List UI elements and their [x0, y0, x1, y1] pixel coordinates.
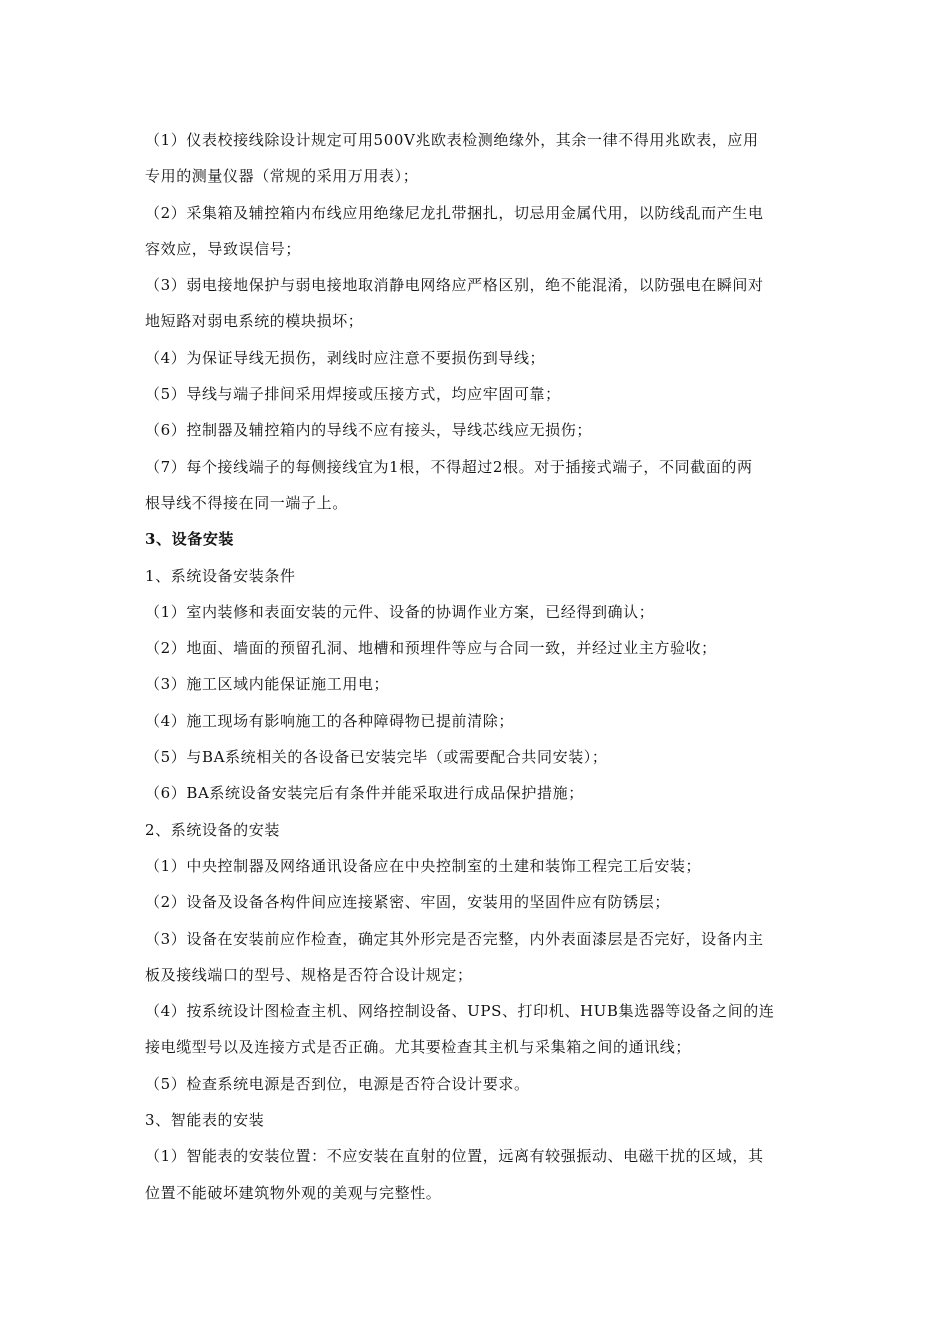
text-line: （2）地面、墙面的预留孔洞、地槽和预埋件等应与合同一致，并经过业主方验收； [145, 639, 717, 658]
text-line: 地短路对弱电系统的模块损坏； [145, 312, 364, 331]
text-line: 根导线不得接在同一端子上。 [145, 493, 348, 512]
text-line: 容效应，导致误信号； [145, 239, 302, 258]
text-line: （4）按系统设计图检查主机、网络控制设备、UPS、打印机、HUB集选器等设备之间的连 [145, 1002, 775, 1021]
text-line: 3、智能表的安装 [145, 1111, 265, 1130]
text-line: （5）导线与端子排间采用焊接或压接方式，均应牢固可靠； [145, 385, 561, 404]
text-line: （5）检查系统电源是否到位，电源是否符合设计要求。 [145, 1074, 530, 1093]
text-line: （6）BA系统设备安装完后有条件并能采取进行成品保护措施； [145, 784, 584, 803]
text-line: （2）设备及设备各构件间应连接紧密、牢固，安装用的坚固件应有防锈层； [145, 893, 670, 912]
text-line: （4）为保证导线无损伤，剥线时应注意不要损伤到导线； [145, 348, 546, 367]
text-line: （1）智能表的安装位置：不应安装在直射的位置，远离有较强振动、电磁干扰的区域，其 [145, 1147, 764, 1166]
text-line: （2）采集箱及辅控箱内布线应用绝缘尼龙扎带捆扎，切忌用金属代用，以防线乱而产生电 [145, 203, 764, 222]
text-line: 2、系统设备的安装 [145, 820, 280, 839]
text-line: （5）与BA系统相关的各设备已安装完毕（或需要配合共同安装）； [145, 748, 608, 767]
text-line: （7）每个接线端子的每侧接线宜为1根，不得超过2根。对于插接式端子，不同截面的两 [145, 457, 753, 476]
text-line: （1）中央控制器及网络通讯设备应在中央控制室的土建和装饰工程完工后安装； [145, 856, 702, 875]
text-line: 专用的测量仪器（常规的采用万用表）； [145, 167, 419, 186]
text-line: （3）设备在安装前应作检查，确定其外形完是否完整，内外表面漆层是否完好，设备内主 [145, 929, 764, 948]
text-line: 1、系统设备安装条件 [145, 566, 296, 585]
text-line: （1）仪表校接线除设计规定可用500V兆欧表检测绝缘外，其余一律不得用兆欧表，应用 [145, 131, 759, 149]
text-line: （3）弱电接地保护与弱电接地取消静电网络应严格区别，绝不能混淆，以防强电在瞬间对 [145, 276, 764, 295]
text-line: （6）控制器及辅控箱内的导线不应有接头，导线芯线应无损伤； [145, 421, 592, 440]
document-body [145, 122, 810, 1211]
section-heading: 3、设备安装 [145, 530, 235, 549]
text-line: （4）施工现场有影响施工的各种障碍物已提前清除； [145, 711, 514, 730]
text-line: 接电缆型号以及连接方式是否正确。尤其要检查其主机与采集箱之间的通讯线； [145, 1038, 692, 1057]
text-line: （3）施工区域内能保证施工用电； [145, 675, 390, 694]
text-line: 板及接线端口的型号、规格是否符合设计规定； [145, 965, 473, 984]
text-line: （1）室内装修和表面安装的元件、设备的协调作业方案，已经得到确认； [145, 602, 655, 621]
text-line: 位置不能破坏建筑物外观的美观与完整性。 [145, 1183, 442, 1202]
